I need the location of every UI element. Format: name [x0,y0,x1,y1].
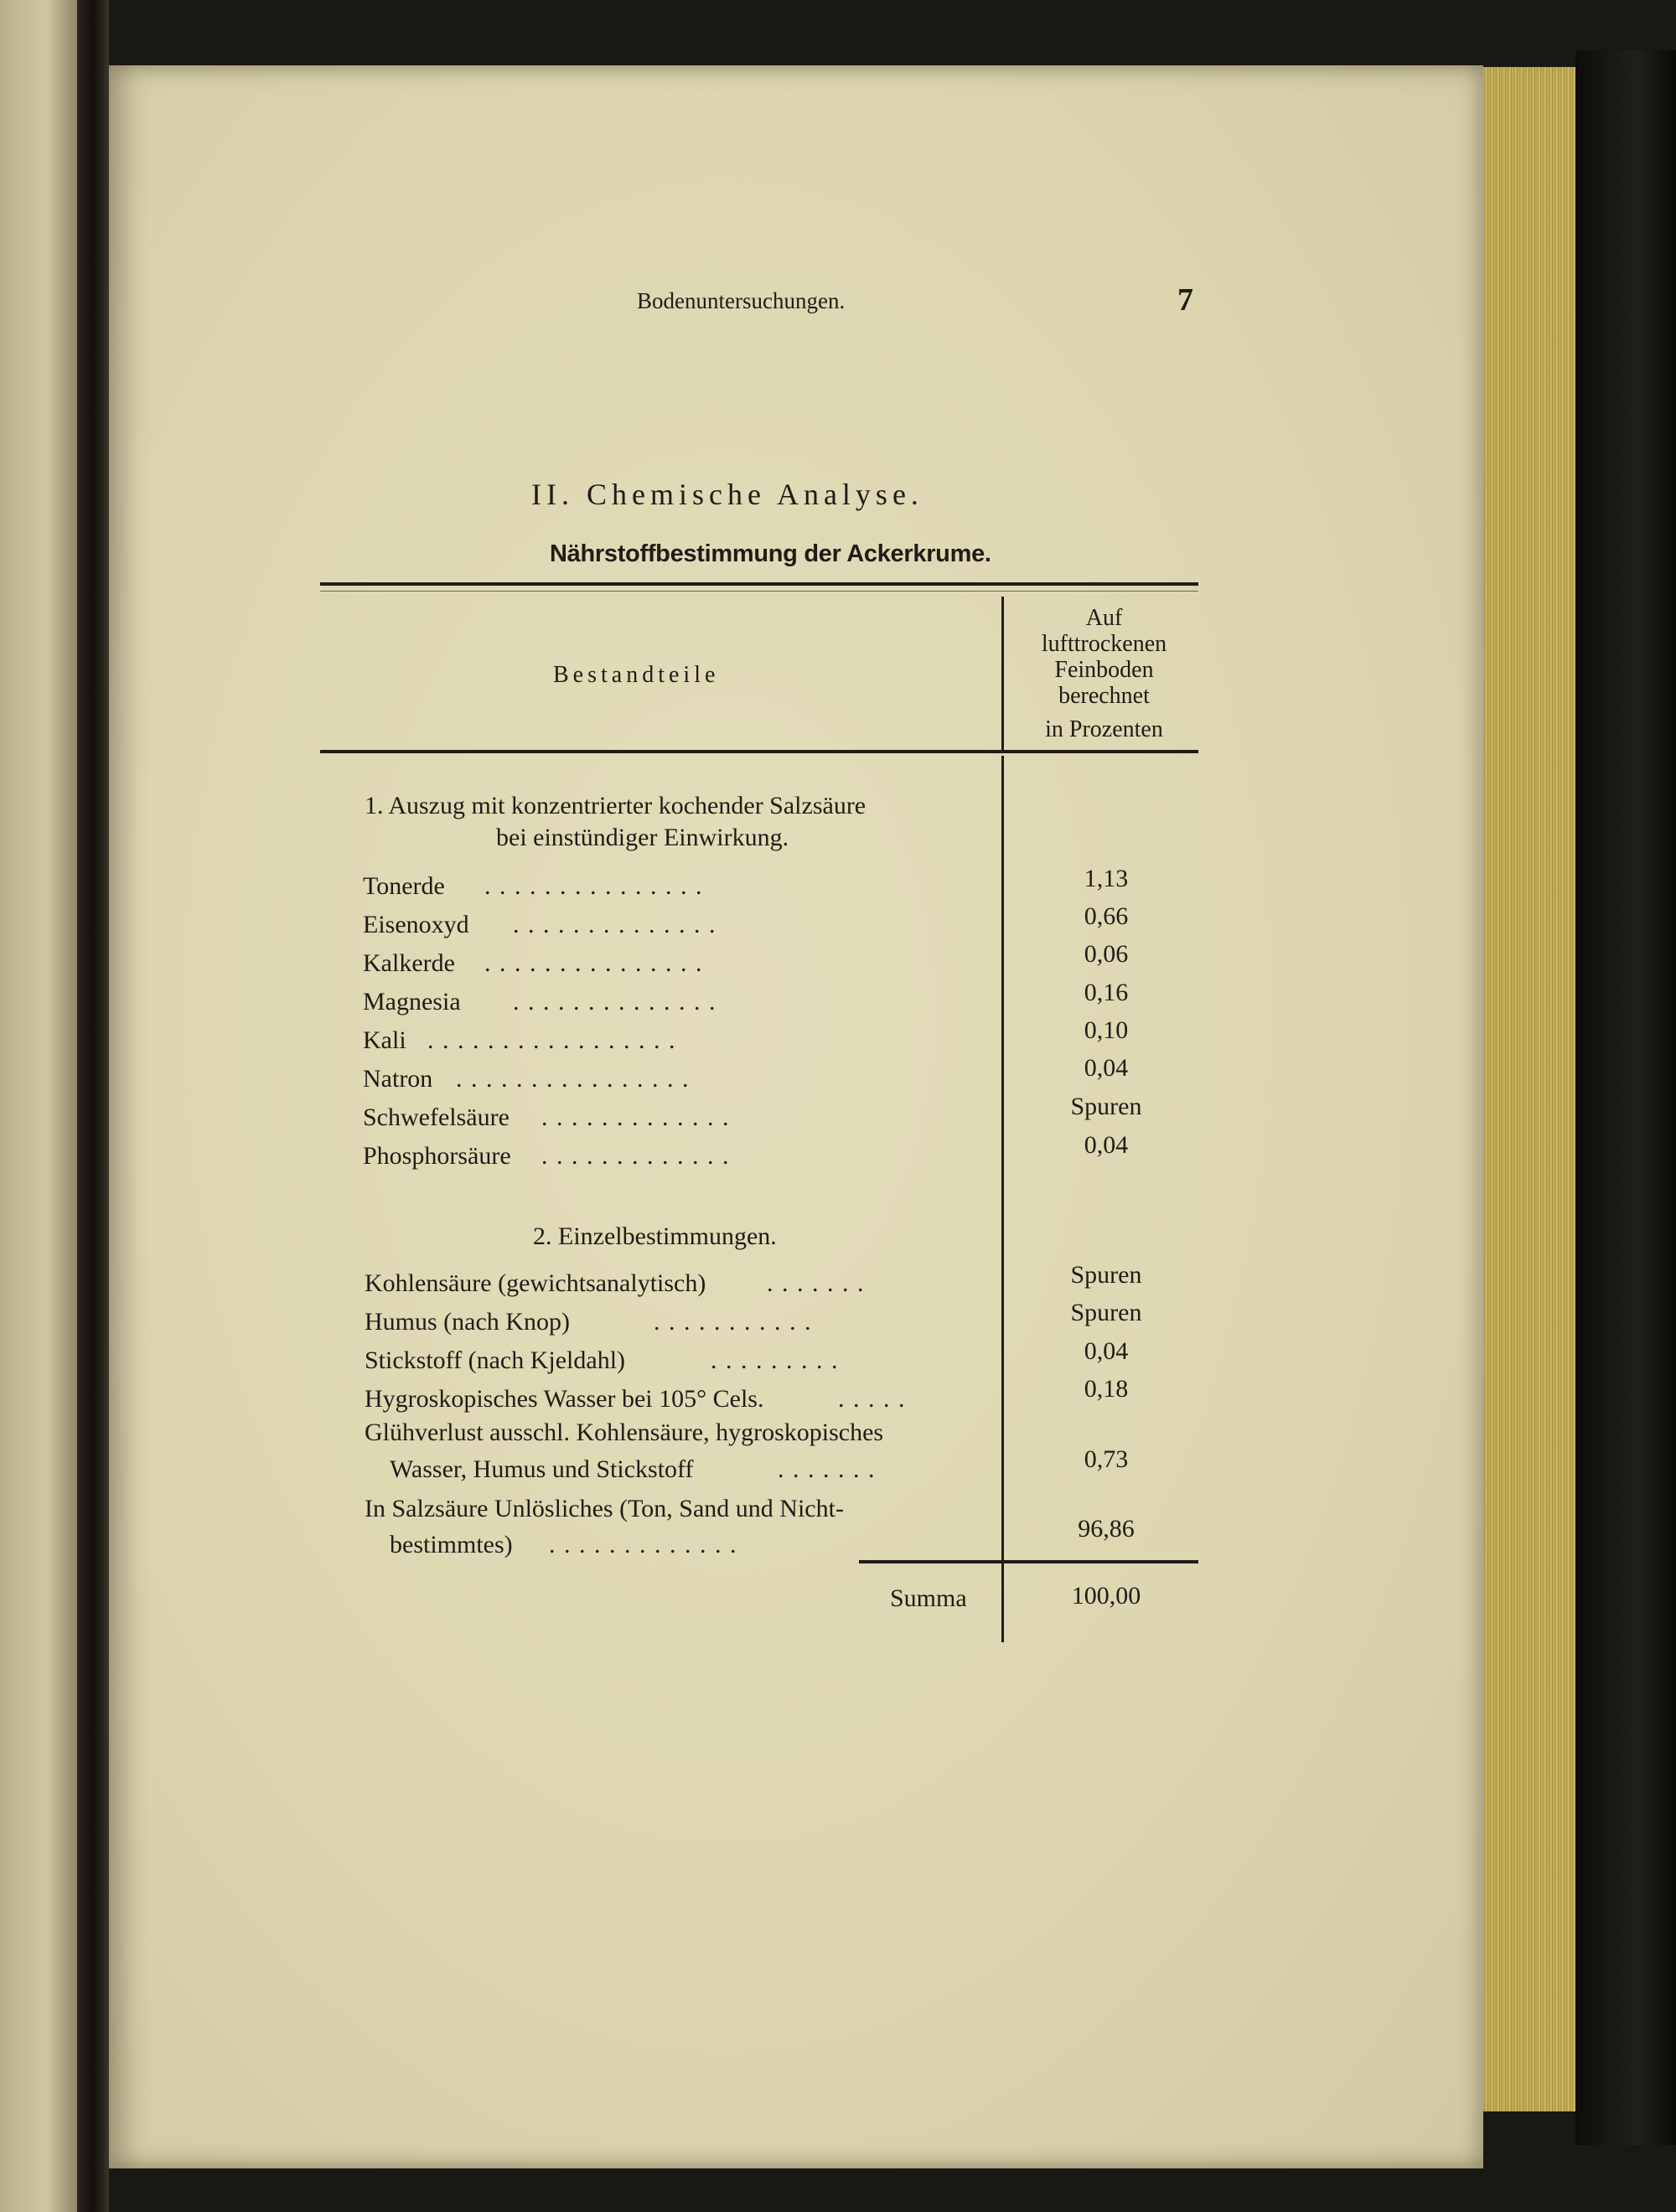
running-head: Bodenuntersuchungen. [637,288,846,313]
row-value: 0,66 [1084,902,1129,930]
row-label: Wasser, Humus und Stickstoff [390,1455,694,1483]
leader-dots: ....... [778,1455,883,1483]
leader-dots: ................. [427,1026,684,1054]
page-fore-edge [1477,67,1575,2111]
column-header-line: Feinboden [1054,657,1154,683]
table-top-rule [320,582,1198,586]
table-header-rule [320,750,1198,753]
column-header-line: in Prozenten [1045,716,1163,742]
column-divider [1001,597,1004,750]
row-label: Hygroskopisches Wasser bei 105° Cels. [365,1385,764,1413]
row-label: Humus (nach Knop) [365,1308,570,1336]
leader-dots: ............. [541,1142,737,1170]
row-label: Stickstoff (nach Kjeldahl) [365,1346,626,1374]
row-value: 0,16 [1084,979,1129,1006]
column-header-line: lufttrockenen [1041,631,1167,657]
leader-dots: ................ [456,1065,697,1093]
total-label: Summa [890,1584,967,1612]
leader-dots: .............. [513,911,724,938]
page-number: 7 [1177,282,1193,318]
row-value: Spuren [1070,1093,1142,1120]
row-label: Phosphorsäure [363,1142,511,1170]
row-value: 0,04 [1084,1054,1129,1082]
column-divider [1001,756,1004,1642]
leader-dots: ....... [767,1269,872,1297]
row-value: 96,86 [1078,1515,1135,1543]
leader-dots: ............. [549,1531,745,1558]
row-label: In Salzsäure Unlösliches (Ton, Sand und Nicht- [365,1495,844,1522]
row-label: Eisenoxyd [363,911,469,938]
column-header-percent [1010,605,1198,742]
section-title: II. Chemische Analyse. [531,478,923,511]
leader-dots: ........... [654,1308,820,1336]
row-label: Glühverlust ausschl. Kohlensäure, hygroskopisches [365,1419,884,1446]
column-header-line: berechnet [1058,683,1150,709]
facing-page-edge [0,0,77,2212]
leader-dots: ..... [838,1385,913,1413]
row-label: bestimmtes) [390,1531,513,1558]
column-header-components: Bestandteile [553,662,720,688]
table-top-rule-thin [320,591,1198,592]
book-cover-edge [1575,50,1676,2145]
group-heading: 1. Auszug mit konzentrierter kochender Salzsäure [365,792,866,819]
row-value: Spuren [1070,1261,1142,1289]
row-label: Kali [363,1026,406,1054]
leader-dots: ............... [484,872,711,900]
column-header-line: Auf [1085,605,1123,631]
leader-dots: ............... [484,949,711,977]
row-label: Tonerde [363,872,445,900]
row-label: Natron [363,1065,433,1093]
row-value: 0,10 [1084,1016,1129,1044]
group-heading: 2. Einzelbestimmungen. [533,1222,777,1250]
row-value: 0,04 [1084,1337,1129,1365]
row-label: Kalkerde [363,949,455,977]
group-heading: bei einstündiger Einwirkung. [496,824,789,851]
book-gutter [77,0,109,2212]
row-value: 0,18 [1084,1375,1129,1403]
row-value: 1,13 [1084,865,1129,892]
row-value: 0,73 [1084,1445,1129,1473]
leader-dots: ............. [541,1103,737,1131]
leader-dots: .............. [513,988,724,1016]
row-value: 0,06 [1084,940,1129,968]
total-value: 100,00 [1071,1582,1141,1610]
row-value: Spuren [1070,1299,1142,1326]
sum-rule [859,1560,1198,1563]
book-page [109,65,1483,2168]
row-label: Schwefelsäure [363,1103,510,1131]
row-label: Magnesia [363,988,461,1016]
table-subtitle: Nährstoffbestimmung der Ackerkrume. [550,540,991,567]
leader-dots: ......... [711,1346,846,1374]
row-label: Kohlensäure (gewichtsanalytisch) [365,1269,706,1297]
row-value: 0,04 [1084,1131,1129,1159]
